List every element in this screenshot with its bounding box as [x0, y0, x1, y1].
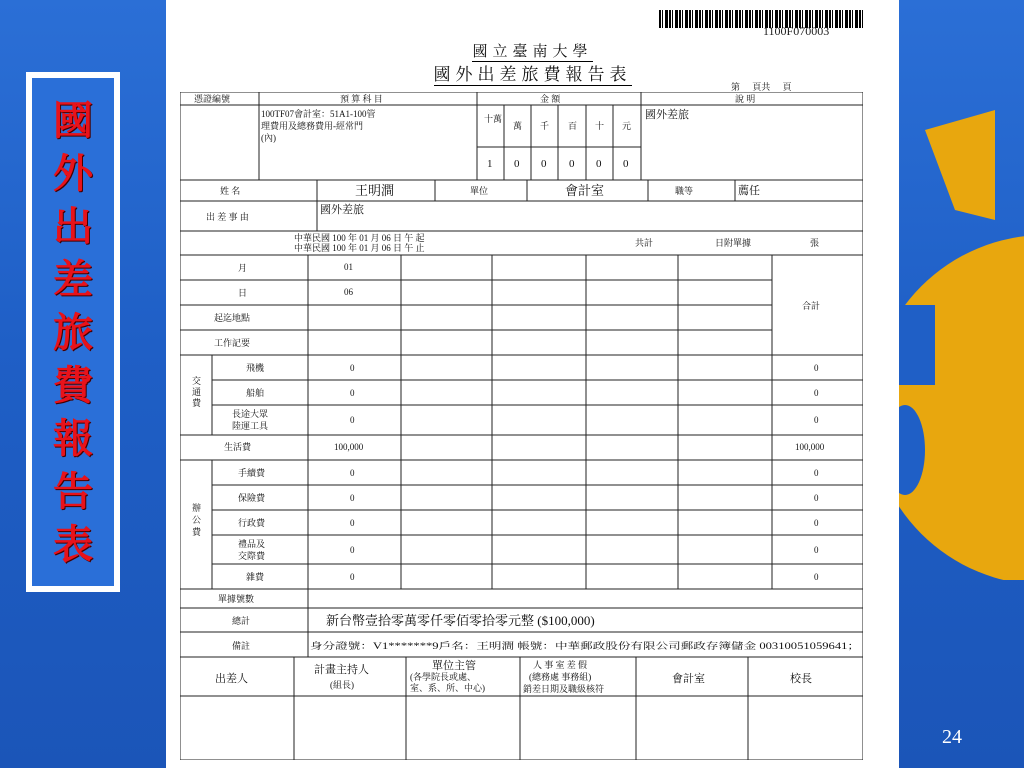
- office-item-label: 保險費: [238, 493, 266, 503]
- rank-label: 職等: [675, 186, 694, 196]
- signer-hr-sub: 銷差日期及職級核符: [523, 684, 605, 694]
- table-grid: [180, 92, 863, 760]
- unit-value: 會計室: [565, 183, 605, 198]
- office-item-label: 手續費: [238, 468, 266, 478]
- office-item-label: 禮品及: [238, 539, 266, 549]
- amount-label: 金 額: [540, 94, 561, 104]
- transport-group-char: 費: [192, 398, 202, 408]
- office-item-value: 0: [350, 468, 355, 478]
- digit-value: 0: [514, 158, 520, 170]
- transport-group-char: 通: [192, 387, 202, 397]
- work-label: 工作記要: [214, 338, 251, 348]
- note-label: 說 明: [735, 94, 756, 104]
- report-form-table: [180, 92, 863, 760]
- office-item-value: 0: [350, 518, 355, 528]
- office-item-label: 行政費: [238, 518, 266, 528]
- decorative-shape: [895, 110, 1024, 580]
- slide-title-char: 告: [53, 467, 93, 515]
- period-start: 中華民國 100 年 01 月 06 日 午 起: [294, 233, 425, 243]
- office-item-label: 交際費: [238, 551, 266, 561]
- slide-title-char: 表: [53, 520, 93, 568]
- budget-item-line: 100TF07會計室：51A1-100管: [261, 109, 376, 119]
- traveler-name: 王明澗: [355, 183, 395, 198]
- voucher-label: 憑證編號: [194, 94, 231, 104]
- office-item-total: 0: [814, 493, 819, 503]
- slide-title-char: 報: [53, 414, 93, 462]
- serial-number: 1100F070003: [763, 24, 830, 38]
- signer-hr-sub: (總務處 事務組): [529, 672, 592, 682]
- grand-total-label: 總計: [232, 616, 251, 626]
- slide-title-char: 費: [53, 361, 93, 409]
- note-text: 國外差旅: [645, 109, 689, 121]
- transport-item-label: 飛機: [246, 363, 265, 373]
- slide-title: [32, 78, 114, 586]
- grand-total-text: 新台幣壹拾零萬零仟零佰零拾零元整 ($100,000): [326, 613, 595, 628]
- unit-label: 單位: [470, 186, 489, 196]
- transport-item-label: 陸運工具: [232, 421, 269, 431]
- sheets-label: 張: [810, 238, 820, 248]
- living-value: 100,000: [334, 442, 364, 452]
- office-item-label: 雜費: [246, 572, 265, 582]
- transport-item-value: 0: [350, 388, 355, 398]
- signer-pi: 計畫主持人: [314, 664, 369, 676]
- office-group-char: 費: [192, 527, 202, 537]
- period-end: 中華民國 100 年 01 月 06 日 午 止: [294, 243, 425, 253]
- office-group-char: 辦: [192, 503, 202, 513]
- barcode: [659, 10, 864, 28]
- digit-label: 元: [622, 121, 632, 131]
- signer-accounting: 會計室: [672, 673, 705, 685]
- signer-president: 校長: [790, 673, 812, 685]
- digit-value: 0: [596, 158, 602, 170]
- digit-label: 萬: [513, 121, 523, 131]
- budget-item-line: 理費用及總務費用-經常門: [261, 121, 363, 131]
- office-item-total: 0: [814, 572, 819, 582]
- digit-label: 十: [595, 121, 605, 131]
- signer-traveler: 出差人: [215, 673, 248, 685]
- transport-item-value: 0: [350, 415, 355, 425]
- month-label: 月: [238, 263, 248, 273]
- expense-report-document: [166, 0, 899, 768]
- place-label: 起迄地點: [214, 313, 251, 323]
- transport-item-label: 船舶: [246, 388, 265, 398]
- office-item-value: 0: [350, 545, 355, 555]
- attachments-label: 日附單據: [715, 238, 752, 248]
- transport-item-label: 長途大眾: [232, 409, 269, 419]
- digit-label: 百: [568, 121, 578, 131]
- remarks-label: 備註: [232, 641, 251, 651]
- office-item-total: 0: [814, 518, 819, 528]
- reason-label: 出 差 事 由: [206, 212, 249, 222]
- digit-value: 0: [569, 158, 575, 170]
- signer-unit-sub: 室、系、所、中心): [410, 683, 485, 693]
- digit-value: 1: [487, 158, 493, 170]
- rank-value: 薦任: [738, 185, 760, 197]
- budget-item-line: (內): [261, 133, 276, 143]
- signer-hr: 人 事 室 差 假: [533, 660, 588, 670]
- total-days-label: 共計: [635, 238, 654, 248]
- office-item-total: 0: [814, 545, 819, 555]
- digit-value: 0: [623, 158, 629, 170]
- slide-title-char: 國: [53, 96, 93, 144]
- living-label: 生活費: [224, 442, 252, 452]
- office-item-value: 0: [350, 493, 355, 503]
- transport-item-total: 0: [814, 363, 819, 373]
- office-group-char: 公: [192, 515, 202, 525]
- slide-title-char: 出: [53, 202, 93, 250]
- day-label: 日: [238, 288, 248, 298]
- transport-item-total: 0: [814, 388, 819, 398]
- office-item-value: 0: [350, 572, 355, 582]
- slide-title-box: [26, 72, 120, 592]
- signer-unit-sub: (各學院長或處、: [410, 672, 476, 682]
- slide-title-char: 差: [53, 255, 93, 303]
- digit-label: 十萬: [484, 114, 503, 124]
- office-item-total: 0: [814, 468, 819, 478]
- slide-title-char: 旅: [53, 308, 93, 356]
- living-total: 100,000: [795, 442, 825, 452]
- form-title: 國外出差旅費報告表: [433, 65, 632, 84]
- digit-value: 0: [541, 158, 547, 170]
- page-info: 第 頁共 頁: [731, 82, 792, 92]
- transport-item-value: 0: [350, 363, 355, 373]
- reason-text: 國外差旅: [320, 204, 364, 216]
- signer-unit-head: 單位主管: [432, 660, 476, 672]
- receipt-count-label: 單據號數: [218, 594, 255, 604]
- name-label: 姓 名: [220, 186, 241, 196]
- slide-title-char: 外: [53, 149, 93, 197]
- transport-item-total: 0: [814, 415, 819, 425]
- remarks-text: 身分證號：V1*******9戶名：王明澗 帳號：中華郵政股份有限公司郵政存簿儲金 00310051059641；: [310, 641, 704, 651]
- day-value: 06: [344, 287, 353, 297]
- budget-label: 預 算 科 目: [340, 94, 383, 104]
- university-title: 國立臺南大學: [472, 44, 593, 60]
- month-value: 01: [344, 262, 353, 272]
- slide-page-number: 24: [942, 726, 962, 748]
- signer-pi-sub: (組長): [330, 680, 354, 690]
- sum-label: 合計: [802, 301, 821, 311]
- transport-group-char: 交: [192, 376, 202, 386]
- digit-label: 千: [540, 121, 550, 131]
